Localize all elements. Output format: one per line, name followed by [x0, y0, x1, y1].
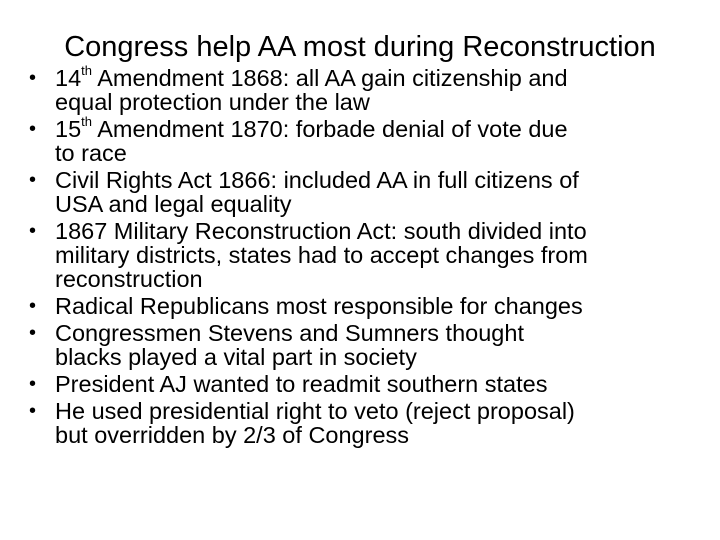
- bullet-item: [0, 372, 720, 396]
- bullet-line: President AJ wanted to readmit southern states: [55, 371, 548, 397]
- line-text: Amendment 1870: forbade denial of vote due: [91, 116, 568, 142]
- bullet-dot-icon: •: [29, 400, 37, 422]
- bullet-line: Civil Rights Act 1866: included AA in full citizens of: [55, 167, 579, 193]
- bullet-item: [0, 219, 720, 291]
- ordinal-suffix: th: [81, 63, 92, 79]
- bullet-text: [55, 63, 712, 115]
- bullet-dot-icon: •: [29, 220, 37, 242]
- bullet-text: [55, 372, 712, 396]
- bullet-line: He used presidential right to veto (reject proposal): [55, 398, 575, 424]
- bullet-line: 1867 Military Reconstruction Act: south divided into: [55, 218, 587, 244]
- bullet-dot-icon: •: [29, 169, 37, 191]
- bullet-dot-icon: •: [29, 322, 37, 344]
- bullet-item: [0, 399, 720, 447]
- bullet-text: [55, 399, 712, 447]
- bullet-line: USA and legal equality: [55, 191, 292, 217]
- bullet-text: [55, 321, 712, 369]
- bullet-text: [55, 168, 712, 216]
- bullet-item: [0, 168, 720, 216]
- bullet-dot-icon: •: [29, 373, 37, 395]
- ordinal-number: 14: [55, 65, 82, 91]
- bullet-line: military districts, states had to accept changes from: [55, 242, 588, 268]
- bullet-line: Congressmen Stevens and Sumners thought: [55, 320, 524, 346]
- bullet-dot-icon: •: [29, 118, 37, 140]
- bullet-line: [55, 63, 712, 91]
- bullet-item: [0, 294, 720, 318]
- bullet-item: [0, 321, 720, 369]
- ordinal-suffix: th: [81, 114, 92, 130]
- bullet-line: but overridden by 2/3 of Congress: [55, 422, 410, 448]
- ordinal-number: 15: [55, 116, 82, 142]
- line-text: Amendment 1868: all AA gain citizenship and: [91, 65, 568, 91]
- bullet-item: [0, 114, 720, 166]
- bullet-line: [55, 114, 712, 142]
- bullet-dot-icon: •: [29, 295, 37, 317]
- bullet-text: [55, 294, 712, 318]
- bullet-item: [0, 63, 720, 115]
- slide-title: Congress help AA most during Reconstruction: [64, 31, 656, 63]
- bullet-line: blacks played a vital part in society: [55, 344, 417, 370]
- bullet-line: reconstruction: [55, 266, 203, 292]
- bullet-line: equal protection under the law: [55, 89, 370, 115]
- bullet-line: Radical Republicans most responsible for changes: [55, 293, 583, 319]
- bullet-dot-icon: •: [29, 67, 37, 89]
- bullet-list: [0, 63, 720, 450]
- bullet-line: to race: [55, 140, 127, 166]
- bullet-text: [55, 114, 712, 166]
- bullet-text: [55, 219, 712, 291]
